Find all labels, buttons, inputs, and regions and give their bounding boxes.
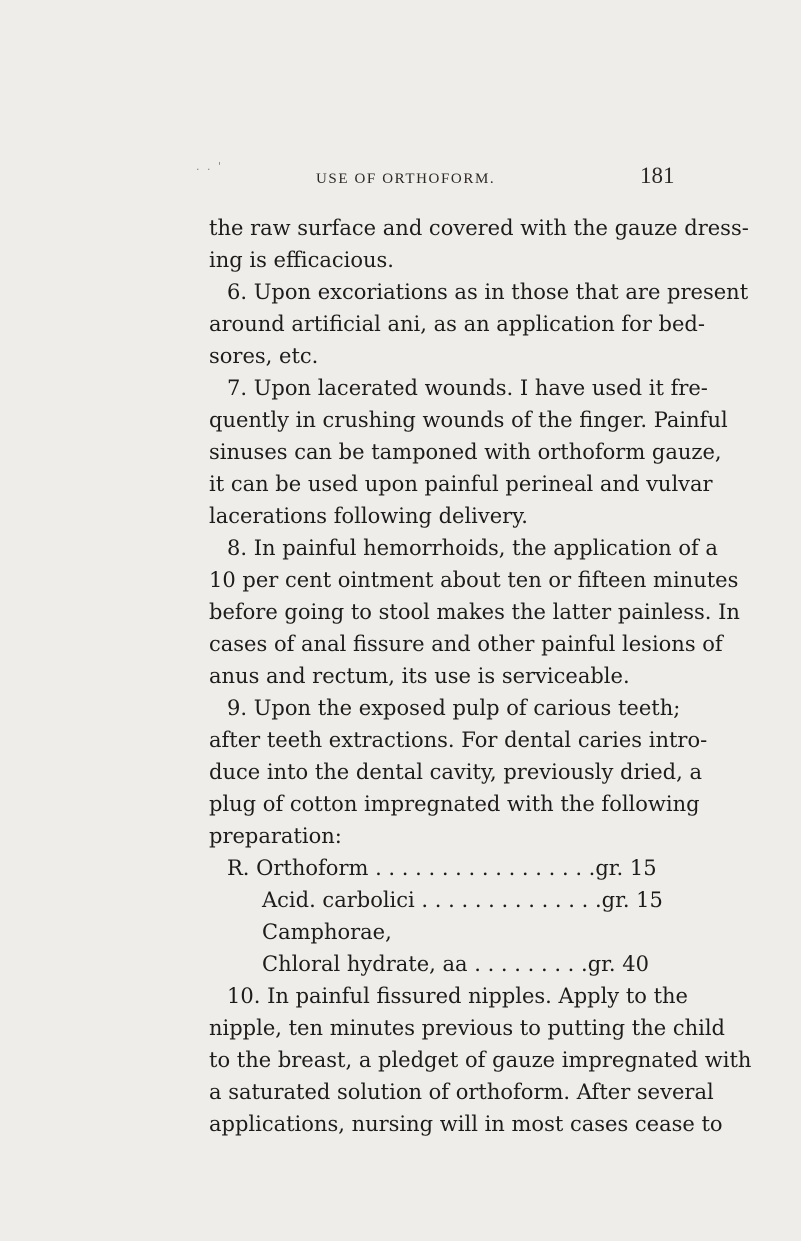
text-line: plug of cotton impregnated with the following bbox=[209, 792, 700, 816]
prescription-line: Camphorae, bbox=[262, 920, 392, 944]
running-title: USE OF ORTHOFORM. bbox=[316, 171, 496, 187]
text-line: 10. In painful fissured nipples. Apply to the bbox=[227, 984, 688, 1008]
text-line: before going to stool makes the latter painless. In bbox=[209, 600, 740, 624]
text-line: it can be used upon painful perineal and vulvar bbox=[209, 472, 713, 496]
text-line: applications, nursing will in most cases cease to bbox=[209, 1112, 723, 1136]
text-line: sores, etc. bbox=[209, 344, 319, 368]
text-line: 7. Upon lacerated wounds. I have used it fre- bbox=[227, 376, 708, 400]
text-line: around artificial ani, as an application for bed- bbox=[209, 312, 705, 336]
text-line: a saturated solution of orthoform. After several bbox=[209, 1080, 714, 1104]
running-head bbox=[0, 163, 801, 193]
text-line: 10 per cent ointment about ten or fifteen minutes bbox=[209, 568, 739, 592]
text-line: preparation: bbox=[209, 824, 342, 848]
text-line: 6. Upon excoriations as in those that are present bbox=[227, 280, 749, 304]
text-line: duce into the dental cavity, previously dried, a bbox=[209, 760, 702, 784]
text-line: cases of anal fissure and other painful lesions of bbox=[209, 632, 723, 656]
text-line: 8. In painful hemorrhoids, the application of a bbox=[227, 536, 718, 560]
margin-marks: . . ' bbox=[196, 160, 224, 173]
prescription-line: R. Orthoform . . . . . . . . . . . . . . . . .gr. 15 bbox=[227, 856, 657, 880]
text-line: quently in crushing wounds of the finger. Painful bbox=[209, 408, 728, 432]
text-line: lacerations following delivery. bbox=[209, 504, 528, 528]
text-line: after teeth extractions. For dental caries intro- bbox=[209, 728, 708, 752]
text-line: 9. Upon the exposed pulp of carious teeth; bbox=[227, 696, 681, 720]
text-line: anus and rectum, its use is serviceable. bbox=[209, 664, 630, 688]
text-line: the raw surface and covered with the gauze dress- bbox=[209, 216, 749, 240]
text-line: nipple, ten minutes previous to putting the child bbox=[209, 1016, 725, 1040]
page-number: 181 bbox=[640, 163, 675, 188]
text-line: to the breast, a pledget of gauze impregnated with bbox=[209, 1048, 752, 1072]
text-line: ing is efficacious. bbox=[209, 248, 394, 272]
text-line: sinuses can be tamponed with orthoform gauze, bbox=[209, 440, 722, 464]
prescription-line: Chloral hydrate, aa . . . . . . . . .gr. 40 bbox=[262, 952, 649, 976]
prescription-line: Acid. carbolici . . . . . . . . . . . . . .gr. 15 bbox=[262, 888, 663, 912]
